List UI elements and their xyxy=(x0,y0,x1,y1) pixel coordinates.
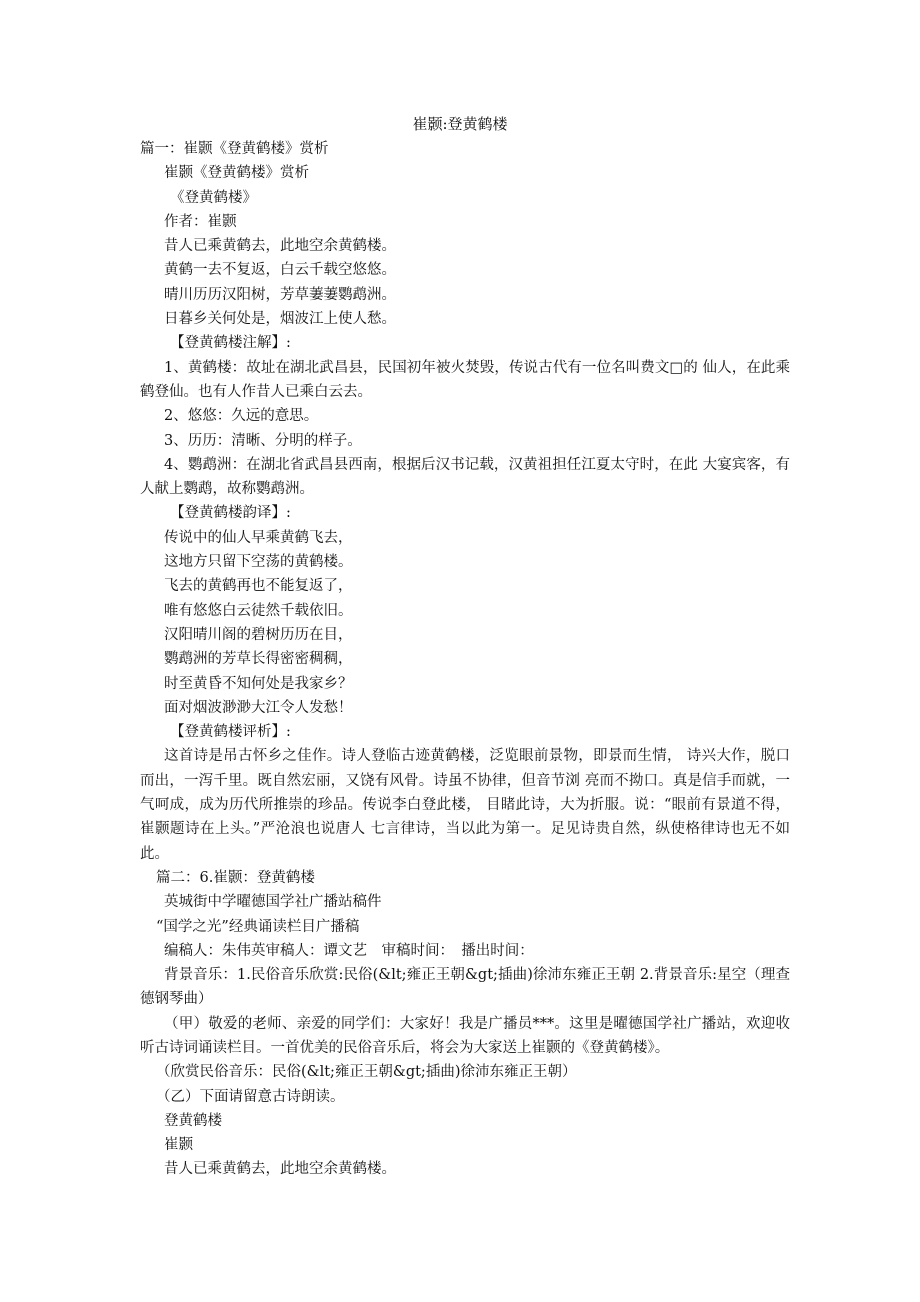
translation-line: 时至黄昏不知何处是我家乡？ xyxy=(164,675,353,692)
notes-heading: 【登黄鹤楼注解】: xyxy=(170,335,291,352)
part2-line: 编稿人：朱伟英审稿人：谭文艺 审稿时间： 播出时间： xyxy=(164,942,534,959)
part1-subheading: 崔颢《登黄鹤楼》赏析 xyxy=(164,165,309,182)
review-heading: 【登黄鹤楼评析】: xyxy=(170,724,291,741)
translation-line: 飞去的黄鹤再也不能复返了， xyxy=(164,578,353,595)
translation-line: 传说中的仙人早乘黄鹤飞去， xyxy=(164,529,353,546)
translation-line: 面对烟波渺渺大江令人发愁！ xyxy=(164,699,353,716)
background-music: 背景音乐：1.民俗音乐欣赏:民俗(&lt;雍正王朝&gt;插曲)徐沛东雍正王朝 2.背景音乐:星空（理查德钢琴曲） xyxy=(140,967,790,1008)
note-item: 1、黄鹤楼：故址在湖北武昌县，民国初年被火焚毁，传说古代有一位名叫费文□的 仙人，在此乘鹤登仙。也有人作昔人已乘白云去。 xyxy=(140,359,790,400)
document-title: 崔颢:登黄鹤楼 xyxy=(412,115,508,133)
poem-author: 作者：崔颢 xyxy=(164,213,237,230)
note-item: 3、历历：清晰、分明的样子。 xyxy=(164,432,362,449)
translation-heading: 【登黄鹤楼韵译】: xyxy=(170,505,291,522)
note-item: 2、悠悠：久远的意思。 xyxy=(164,408,319,425)
part2-poem-line: 昔人已乘黄鹤去，此地空余黄鹤楼。 xyxy=(164,1161,396,1178)
translation-line: 鹦鹉洲的芳草长得密密稠稠， xyxy=(164,651,353,668)
part2-poem-title: 登黄鹤楼 xyxy=(164,1112,222,1129)
translation-line: 唯有悠悠白云徒然千载依旧。 xyxy=(164,602,353,619)
poem-line: 黄鹤一去不复返，白云千载空悠悠。 xyxy=(164,262,396,279)
poem-line: 昔人已乘黄鹤去，此地空余黄鹤楼。 xyxy=(164,238,396,255)
translation-line: 汉阳晴川阁的碧树历历在目， xyxy=(164,626,353,643)
broadcast-intro: （甲）敬爱的老师、亲爱的同学们：大家好！我是广播员***。这里是曜德国学社广播站，欢迎收听古诗词诵读栏目。一首优美的民俗音乐后，将会为大家送上崔颢的《登黄鹤楼》。 xyxy=(140,1015,790,1056)
review-paragraph: 这首诗是吊古怀乡之佳作。诗人登临古迹黄鹤楼，泛览眼前景物，即景而生情， 诗兴大作，脱口而出，一泻千里。既自然宏丽，又饶有风骨。诗虽不协律，但音节浏 亮而不拗口。真是信手而就，一气呵成，成为历代所推崇的珍品。传说李白登此楼， 目睹此诗，大为折服。说：“眼前有景道不得，崔颢题诗在上头。”严沧浪也说唐人 七言律诗，当以此为第一。足见诗贵自然，纵使格律诗也无不如此。 xyxy=(140,748,790,862)
poem-title: 《登黄鹤楼》 xyxy=(170,189,257,206)
part1-heading: 篇一：崔颢《登黄鹤楼》赏析 xyxy=(140,141,329,157)
part2-poem-author: 崔颢 xyxy=(164,1137,193,1154)
note-item: 4、鹦鹉洲：在湖北省武昌县西南，根据后汉书记载，汉黄祖担任江夏太守时，在此 大宴宾客，有人献上鹦鹉，故称鹦鹉洲。 xyxy=(140,456,790,498)
part2-heading: 篇二：6.崔颢：登黄鹤楼 xyxy=(156,869,315,886)
part2-line: “国学之光”经典诵读栏目广播稿 xyxy=(156,918,360,935)
next-segment: （乙）下面请留意古诗朗读。 xyxy=(156,1088,345,1105)
music-appreciation: （欣赏民俗音乐：民俗(&lt;雍正王朝&gt;插曲)徐沛东雍正王朝） xyxy=(156,1064,577,1081)
document-body xyxy=(140,137,790,1182)
poem-line: 日暮乡关何处是，烟波江上使人愁。 xyxy=(164,311,396,328)
translation-line: 这地方只留下空荡的黄鹤楼。 xyxy=(164,554,353,571)
poem-line: 晴川历历汉阳树，芳草萋萋鹦鹉洲。 xyxy=(164,286,396,303)
part2-line: 英城街中学曜德国学社广播站稿件 xyxy=(164,894,382,911)
